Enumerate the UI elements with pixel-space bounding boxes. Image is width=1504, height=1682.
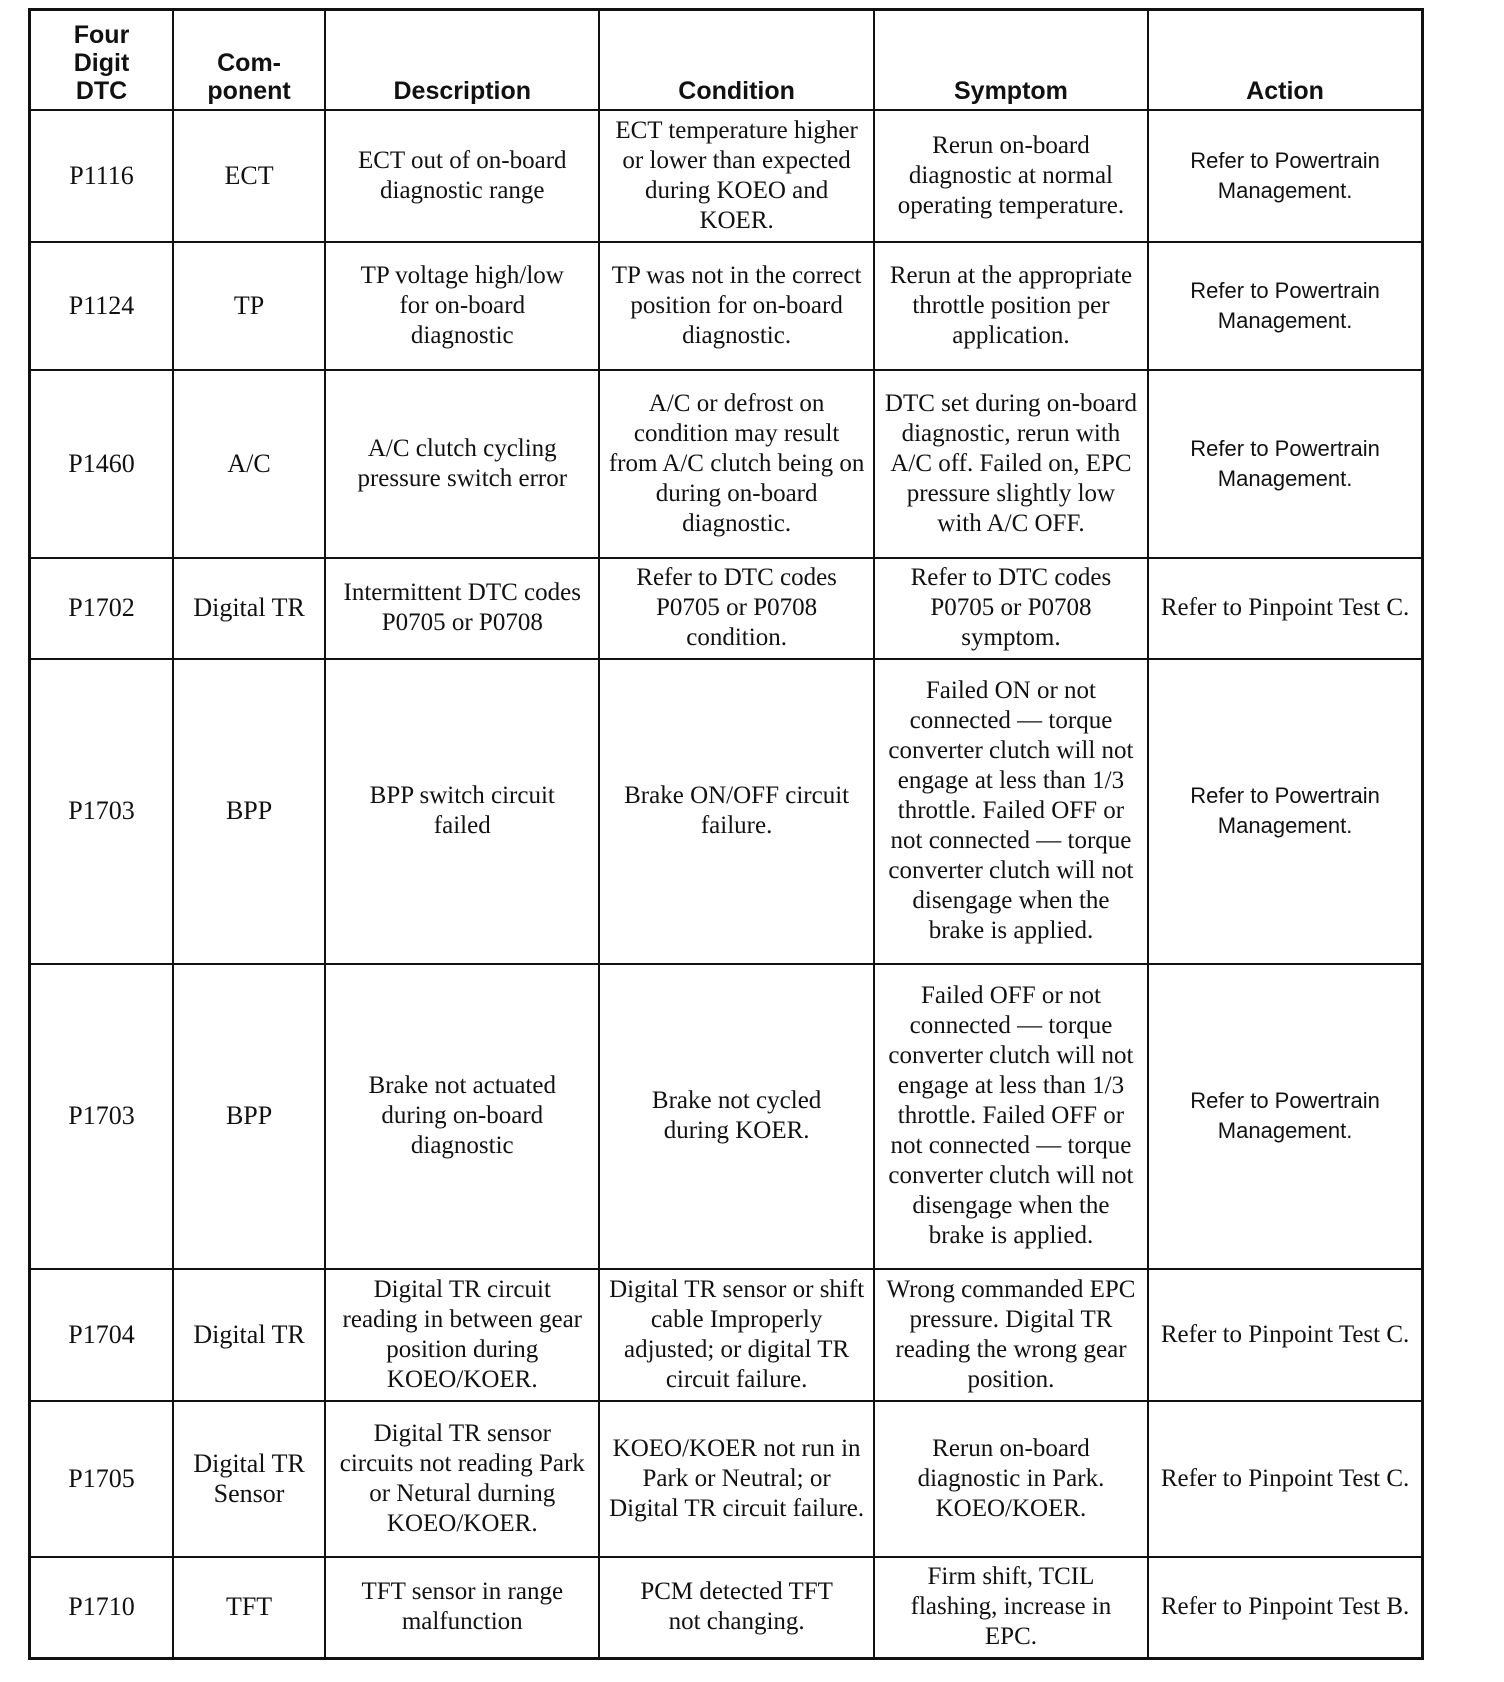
symptom-cell: Rerun at the appropriate throttle position per application. — [874, 242, 1148, 370]
dtc-code-cell: P1460 — [30, 370, 174, 557]
component-cell: A/C — [173, 370, 325, 557]
dtc-code-cell: P1703 — [30, 659, 174, 964]
component-cell: TP — [173, 242, 325, 370]
symptom-cell: DTC set during on-board diagnostic, rerun with A/C off. Failed on, EPC pressure slightly low with A/C OFF. — [874, 370, 1148, 557]
component-cell: TFT — [173, 1557, 325, 1659]
condition-cell: A/C or defrost on condition may result from A/C clutch being on during on-board diagnostic. — [599, 370, 873, 557]
description-cell: TP voltage high/low for on-board diagnostic — [325, 242, 599, 370]
dtc-code-cell: P1710 — [30, 1557, 174, 1659]
action-cell: Refer to Powertrain Management. — [1148, 370, 1422, 557]
condition-cell: ECT temperature higher or lower than expected during KOEO and KOER. — [599, 110, 873, 243]
description-cell: Brake not actuated during on-board diagnostic — [325, 964, 599, 1269]
dtc-code-cell: P1116 — [30, 110, 174, 243]
action-cell: Refer to Pinpoint Test C. — [1148, 1401, 1422, 1557]
table-row — [30, 242, 1423, 370]
component-cell: Digital TR Sensor — [173, 1401, 325, 1557]
header-action: Action — [1148, 10, 1422, 110]
table-row — [30, 558, 1423, 659]
action-cell: Refer to Pinpoint Test B. — [1148, 1557, 1422, 1659]
condition-cell: Brake not cycled during KOER. — [599, 964, 873, 1269]
condition-cell: Brake ON/OFF circuit failure. — [599, 659, 873, 964]
description-cell: Intermittent DTC codes P0705 or P0708 — [325, 558, 599, 659]
component-cell: ECT — [173, 110, 325, 243]
symptom-cell: Rerun on-board diagnostic at normal operating temperature. — [874, 110, 1148, 243]
condition-cell: PCM detected TFT not changing. — [599, 1557, 873, 1659]
symptom-cell: Failed ON or not connected — torque converter clutch will not engage at less than 1/3 throttle. Failed OFF or not connected — torque converter clutch will not disengage when the brake is applied. — [874, 659, 1148, 964]
symptom-cell: Refer to DTC codes P0705 or P0708 symptom. — [874, 558, 1148, 659]
table-row — [30, 110, 1423, 243]
description-cell: TFT sensor in range malfunction — [325, 1557, 599, 1659]
action-cell: Refer to Powertrain Management. — [1148, 110, 1422, 243]
component-cell: Digital TR — [173, 1269, 325, 1402]
action-cell: Refer to Powertrain Management. — [1148, 964, 1422, 1269]
dtc-code-cell: P1702 — [30, 558, 174, 659]
header-component: Com- ponent — [173, 10, 325, 110]
dtc-table — [28, 8, 1424, 1660]
header-description: Description — [325, 10, 599, 110]
description-cell: Digital TR sensor circuits not reading Park or Netural durning KOEO/KOER. — [325, 1401, 599, 1557]
symptom-cell: Firm shift, TCIL flashing, increase in EPC. — [874, 1557, 1148, 1659]
condition-cell: KOEO/KOER not run in Park or Neutral; or Digital TR circuit failure. — [599, 1401, 873, 1557]
description-cell: Digital TR circuit reading in between gear position during KOEO/KOER. — [325, 1269, 599, 1402]
symptom-cell: Rerun on-board diagnostic in Park. KOEO/KOER. — [874, 1401, 1148, 1557]
table-row — [30, 659, 1423, 964]
table-row — [30, 370, 1423, 557]
dtc-code-cell: P1703 — [30, 964, 174, 1269]
table-row — [30, 1557, 1423, 1659]
header-condition: Condition — [599, 10, 873, 110]
component-cell: Digital TR — [173, 558, 325, 659]
header-symptom: Symptom — [874, 10, 1148, 110]
dtc-code-cell: P1124 — [30, 242, 174, 370]
table-row — [30, 964, 1423, 1269]
table-row — [30, 1269, 1423, 1402]
action-cell: Refer to Powertrain Management. — [1148, 242, 1422, 370]
condition-cell: TP was not in the correct position for on-board diagnostic. — [599, 242, 873, 370]
component-cell: BPP — [173, 659, 325, 964]
description-cell: ECT out of on-board diagnostic range — [325, 110, 599, 243]
dtc-code-cell: P1705 — [30, 1401, 174, 1557]
condition-cell: Digital TR sensor or shift cable Improperly adjusted; or digital TR circuit failure. — [599, 1269, 873, 1402]
action-cell: Refer to Pinpoint Test C. — [1148, 558, 1422, 659]
symptom-cell: Failed OFF or not connected — torque converter clutch will not engage at less than 1/3 throttle. Failed OFF or not connected — torque converter clutch will not disengage when the brake is applied. — [874, 964, 1148, 1269]
component-cell: BPP — [173, 964, 325, 1269]
header-dtc: Four Digit DTC — [30, 10, 174, 110]
action-cell: Refer to Powertrain Management. — [1148, 659, 1422, 964]
header-row — [30, 10, 1423, 110]
action-cell: Refer to Pinpoint Test C. — [1148, 1269, 1422, 1402]
symptom-cell: Wrong commanded EPC pressure. Digital TR reading the wrong gear position. — [874, 1269, 1148, 1402]
description-cell: BPP switch circuit failed — [325, 659, 599, 964]
dtc-code-cell: P1704 — [30, 1269, 174, 1402]
condition-cell: Refer to DTC codes P0705 or P0708 condition. — [599, 558, 873, 659]
table-row — [30, 1401, 1423, 1557]
description-cell: A/C clutch cycling pressure switch error — [325, 370, 599, 557]
